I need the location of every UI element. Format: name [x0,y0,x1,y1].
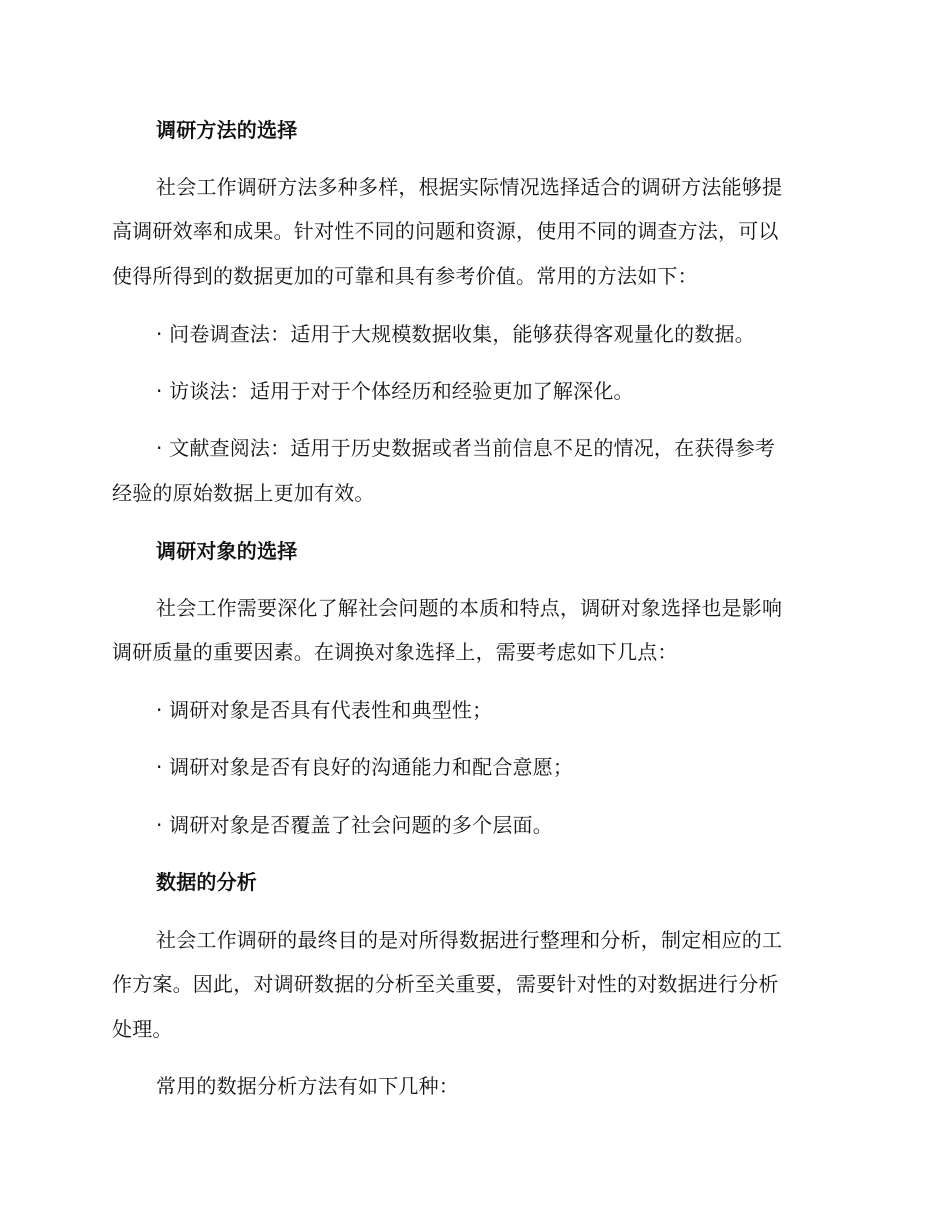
list-item-literature-cont: 经验的原始数据上更加有效。 [112,481,375,505]
paragraph-line: 社会工作需要深化了解社会问题的本质和特点，调研对象选择也是影响 [156,596,783,620]
list-item-representative: · 调研对象是否具有代表性和典型性； [156,698,493,722]
closing-line: 常用的数据分析方法有如下几种： [156,1074,459,1098]
list-item-interview: · 访谈法：适用于对于个体经历和经验更加了解深化。 [156,379,634,403]
paragraph-line: 社会工作调研方法多种多样，根据实际情况选择适合的调研方法能够提 [156,175,783,199]
section-heading-analysis: 数据的分析 [156,870,257,894]
list-item-literature: · 文献查阅法：适用于历史数据或者当前信息不足的情况，在获得参考 [156,436,776,460]
paragraph-line: 作方案。因此，对调研数据的分析至关重要，需要针对性的对数据进行分析 [112,972,779,996]
paragraph-line: 调研质量的重要因素。在调换对象选择上，需要考虑如下几点： [112,640,678,664]
list-item-coverage: · 调研对象是否覆盖了社会问题的多个层面。 [156,813,553,837]
paragraph-line: 社会工作调研的最终目的是对所得数据进行整理和分析，制定相应的工 [156,928,783,952]
section-heading-methods: 调研方法的选择 [156,118,298,142]
list-item-communication: · 调研对象是否有良好的沟通能力和配合意愿； [156,755,574,779]
paragraph-line: 高调研效率和成果。针对性不同的问题和资源，使用不同的调查方法，可以 [112,219,779,243]
paragraph-line: 使得所得到的数据更加的可靠和具有参考价值。常用的方法如下： [112,264,698,288]
paragraph-line: 处理。 [112,1017,173,1041]
section-heading-subjects: 调研对象的选择 [156,539,298,563]
list-item-questionnaire: · 问卷调查法：适用于大规模数据收集，能够获得客观量化的数据。 [156,322,755,346]
